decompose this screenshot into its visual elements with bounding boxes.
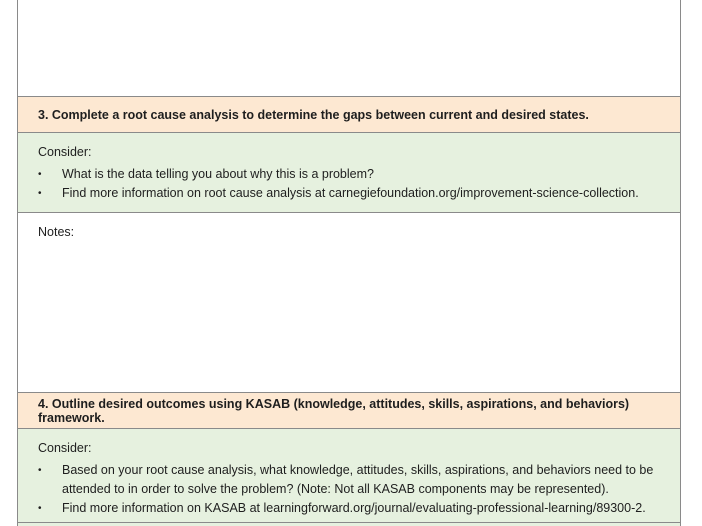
bullet-text: Based on your root cause analysis, what knowledge, attitudes, skills, aspirations, and behaviors need to be attended to in order to solve the problem? (Note: Not all KASAB components may be represented).: [62, 463, 654, 496]
section-divider: [18, 522, 680, 523]
list-item: [38, 461, 660, 499]
list-item: [38, 499, 660, 518]
step-3-bullet-list: [38, 165, 660, 203]
list-item: [38, 184, 660, 203]
bullet-text: Find more information on root cause analysis at carnegiefoundation.org/improvement-science-collection.: [62, 186, 639, 200]
step-4-consider-box: [18, 428, 680, 526]
step-4-heading: [18, 392, 680, 428]
step-4-consider-label: Consider:: [38, 441, 92, 455]
bullet-icon: •: [38, 503, 42, 514]
bullet-icon: •: [38, 188, 42, 199]
worksheet-frame: [17, 0, 681, 526]
previous-notes-area[interactable]: [18, 0, 680, 96]
bullet-icon: •: [38, 465, 42, 476]
step-3-consider-box: [18, 132, 680, 212]
step-3-heading: [18, 96, 680, 132]
step-3-consider-label: Consider:: [38, 145, 92, 159]
list-item: [38, 165, 660, 184]
bullet-text: Find more information on KASAB at learningforward.org/journal/evaluating-professional-learning/89300-2.: [62, 501, 646, 515]
bullet-text: What is the data telling you about why this is a problem?: [62, 167, 374, 181]
step-4-heading-text: 4. Outline desired outcomes using KASAB (knowledge, attitudes, skills, aspirations, and behaviors) framework.: [38, 396, 630, 425]
step-3-heading-text: 3. Complete a root cause analysis to determine the gaps between current and desired states.: [38, 107, 589, 122]
bullet-icon: •: [38, 169, 42, 180]
step-4-bullet-list: [38, 461, 660, 518]
step-3-notes-area[interactable]: [18, 212, 680, 392]
step-3-notes-label: Notes:: [38, 225, 75, 239]
